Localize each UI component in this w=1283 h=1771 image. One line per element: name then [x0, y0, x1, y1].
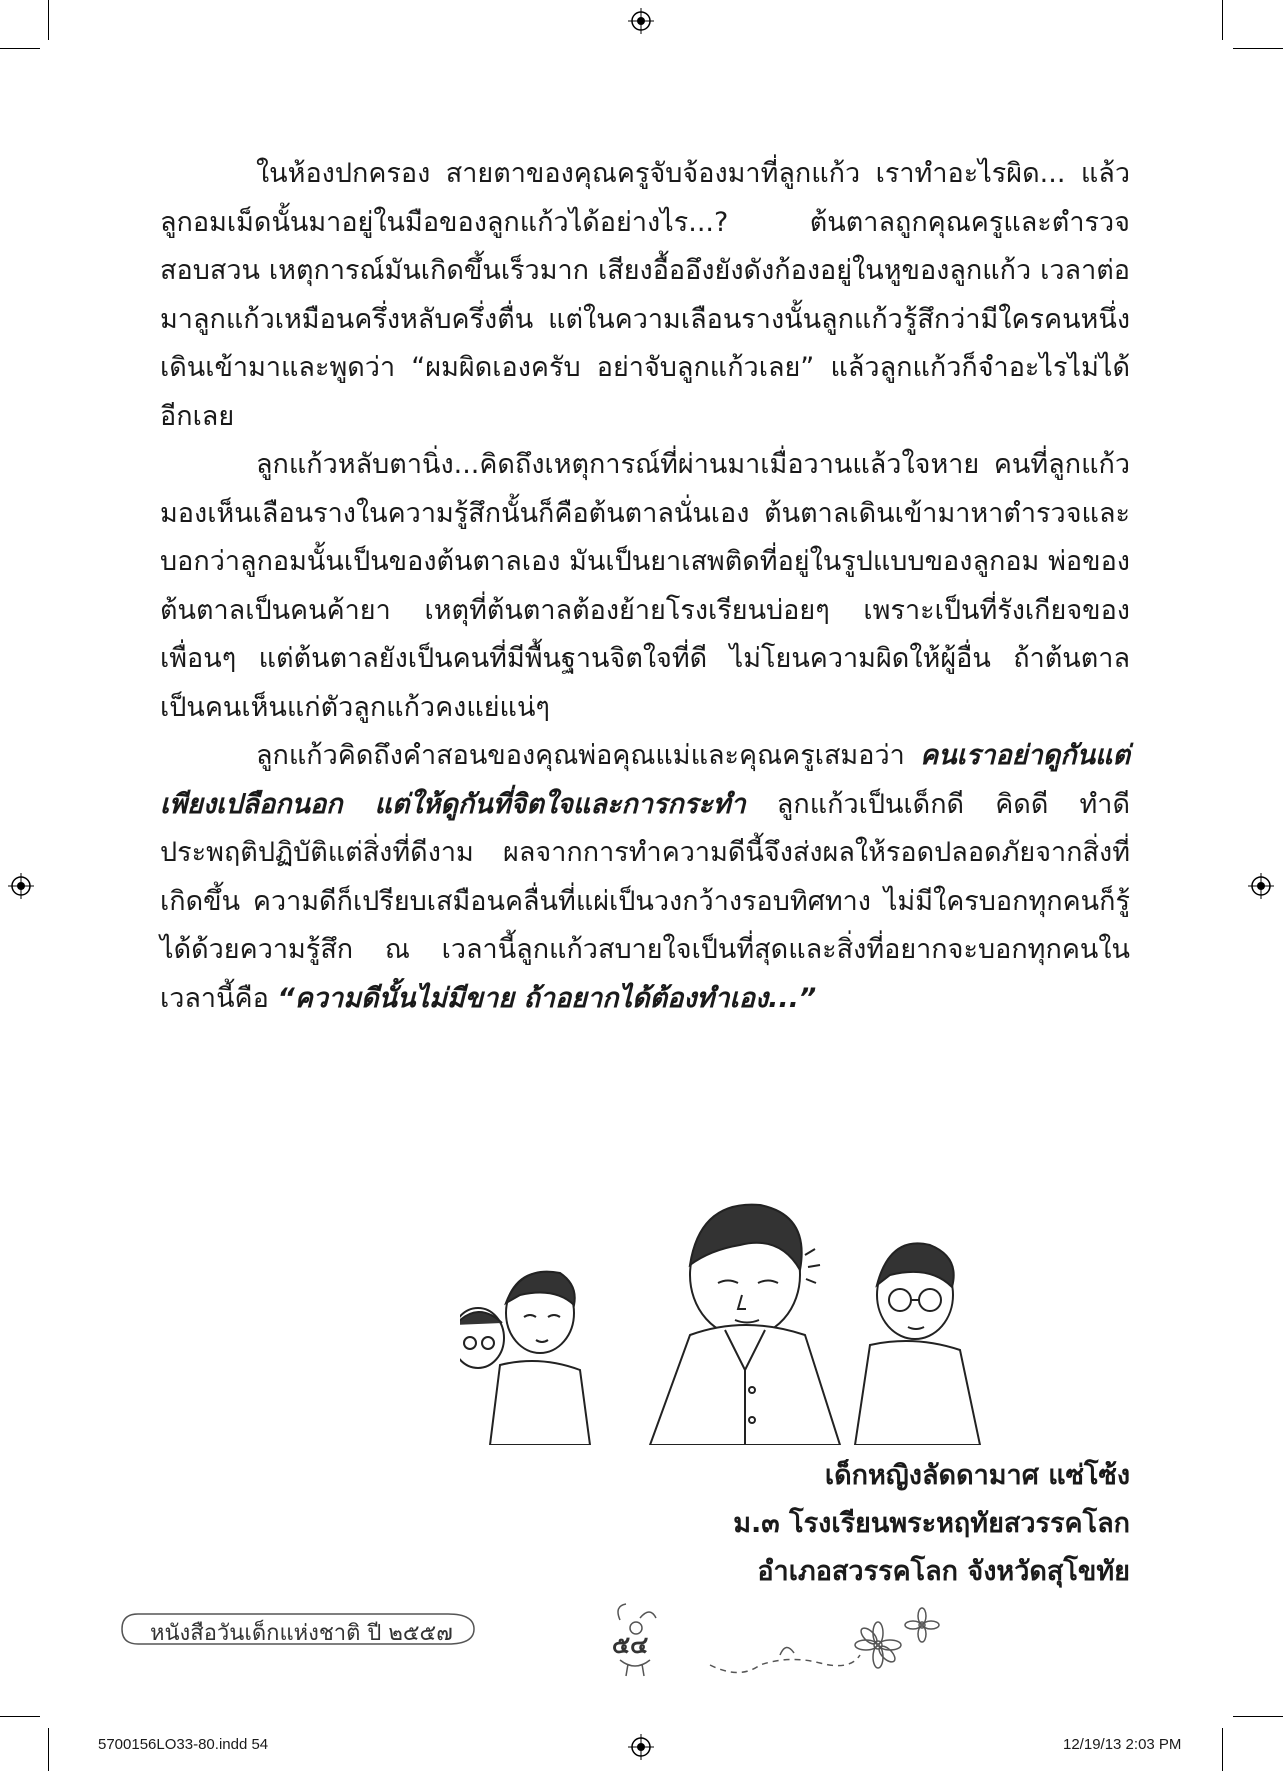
author-credit — [733, 1452, 1130, 1596]
crop-mark — [48, 1728, 49, 1771]
crop-mark — [1233, 48, 1283, 49]
flower-decoration-icon — [700, 1595, 960, 1685]
children-illustration — [460, 1195, 1020, 1445]
crop-mark — [0, 1716, 40, 1717]
page-number: ๕๔ — [612, 1631, 649, 1659]
book-title: หนังสือวันเด็กแห่งชาติ ปี ๒๕๕๗ — [150, 1621, 453, 1646]
registration-mark-icon — [1248, 873, 1274, 899]
slug-filename: 5700156LO33-80.indd 54 — [98, 1736, 269, 1753]
crop-mark — [1222, 1728, 1223, 1771]
author-location: อำเภอสวรรคโลก จังหวัดสุโขทัย — [757, 1556, 1130, 1587]
crop-mark — [1233, 1716, 1283, 1717]
paragraph-text: ลูกแก้วคิดถึงคำสอนของคุณพ่อคุณแม่และคุณครูเสมอว่า — [256, 740, 921, 771]
registration-mark-icon — [628, 1734, 654, 1760]
emphasis-text: คนเราอย่าดูกันแต่เพียงเปลือกนอก แต่ให้ดูกันที่จิตใจและการกระทำ — [160, 740, 1130, 820]
registration-mark-icon — [8, 873, 34, 899]
paragraph: ในห้องปกครอง สายตาของคุณครูจับจ้องมาที่ลูกแก้ว เราทำอะไรผิด... แล้วลูกอมเม็ดนั้นมาอยู่ในมือของลูกแก้วได้อย่างไร...? ต้นตาลถูกคุณครูและตำรวจสอบสวน เหตุการณ์มันเกิดขึ้นเร็วมาก เสียงอื้ออึงยังดังก้องอยู่ในหูของลูกแก้ว เวลาต่อมาลูกแก้วเหมือนครึ่งหลับครึ่งตื่น แต่ในความเลือนรางนั้นลูกแก้วรู้สึกว่ามีใครคนหนึ่งเดินเข้ามาและพูดว่า “ผมผิดเองครับ อย่าจับลูกแก้วเลย” แล้วลูกแก้วก็จำอะไรไม่ได้อีกเลย — [160, 158, 1130, 432]
author-name: เด็กหญิงลัดดามาศ แซ่โซ้ง — [824, 1460, 1130, 1491]
crop-mark — [48, 0, 49, 40]
registration-mark-icon — [628, 8, 654, 34]
emphasis-quote: “ความดีนั้นไม่มีขาย ถ้าอยากได้ต้องทำเอง...” — [277, 982, 817, 1014]
author-school: ม.๓ โรงเรียนพระหฤทัยสวรรคโลก — [733, 1508, 1130, 1539]
paragraph: ลูกแก้วหลับตานิ่ง...คิดถึงเหตุการณ์ที่ผ่านมาเมื่อวานแล้วใจหาย คนที่ลูกแก้วมองเห็นเลือนรางในความรู้สึกนั้นก็คือต้นตาลนั่นเอง ต้นตาลเดินเข้ามาหาตำรวจและบอกว่าลูกอมนั้นเป็นของต้นตาลเอง มันเป็นยาเสพติดที่อยู่ในรูปแบบของลูกอม พ่อของต้นตาลเป็นคนค้ายา เหตุที่ต้นตาลต้องย้ายโรงเรียนบ่อยๆ เพราะเป็นที่รังเกียจของเพื่อนๆ แต่ต้นตาลยังเป็นคนที่มีพื้นฐานจิตใจที่ดี ไม่โยนความผิดให้ผู้อื่น ถ้าต้นตาลเป็นคนเห็นแก่ตัวลูกแก้วคงแย่แน่ๆ — [160, 449, 1130, 723]
slug-datetime: 12/19/13 2:03 PM — [1063, 1736, 1182, 1753]
crop-mark — [1222, 0, 1223, 40]
crop-mark — [0, 48, 40, 49]
paragraph — [160, 732, 1130, 1023]
story-body — [160, 150, 1130, 1023]
paragraph-text: ลูกแก้วเป็นเด็กดี คิดดี ทำดี ประพฤติปฏิบัติแต่สิ่งที่ดีงาม ผลจากการทำความดีนี้จึงส่งผลให้รอดปลอดภัยจากสิ่งที่เกิดขึ้น ความดีก็เปรียบเสมือนคลื่นที่แผ่เป็นวงกว้างรอบทิศทาง ไม่มีใครบอกทุกคนก็รู้ได้ด้วยความรู้สึก ณ เวลานี้ลูกแก้วสบายใจเป็นที่สุดและสิ่งที่อยากจะบอกทุกคนในเวลานี้คือ — [160, 788, 1130, 1014]
